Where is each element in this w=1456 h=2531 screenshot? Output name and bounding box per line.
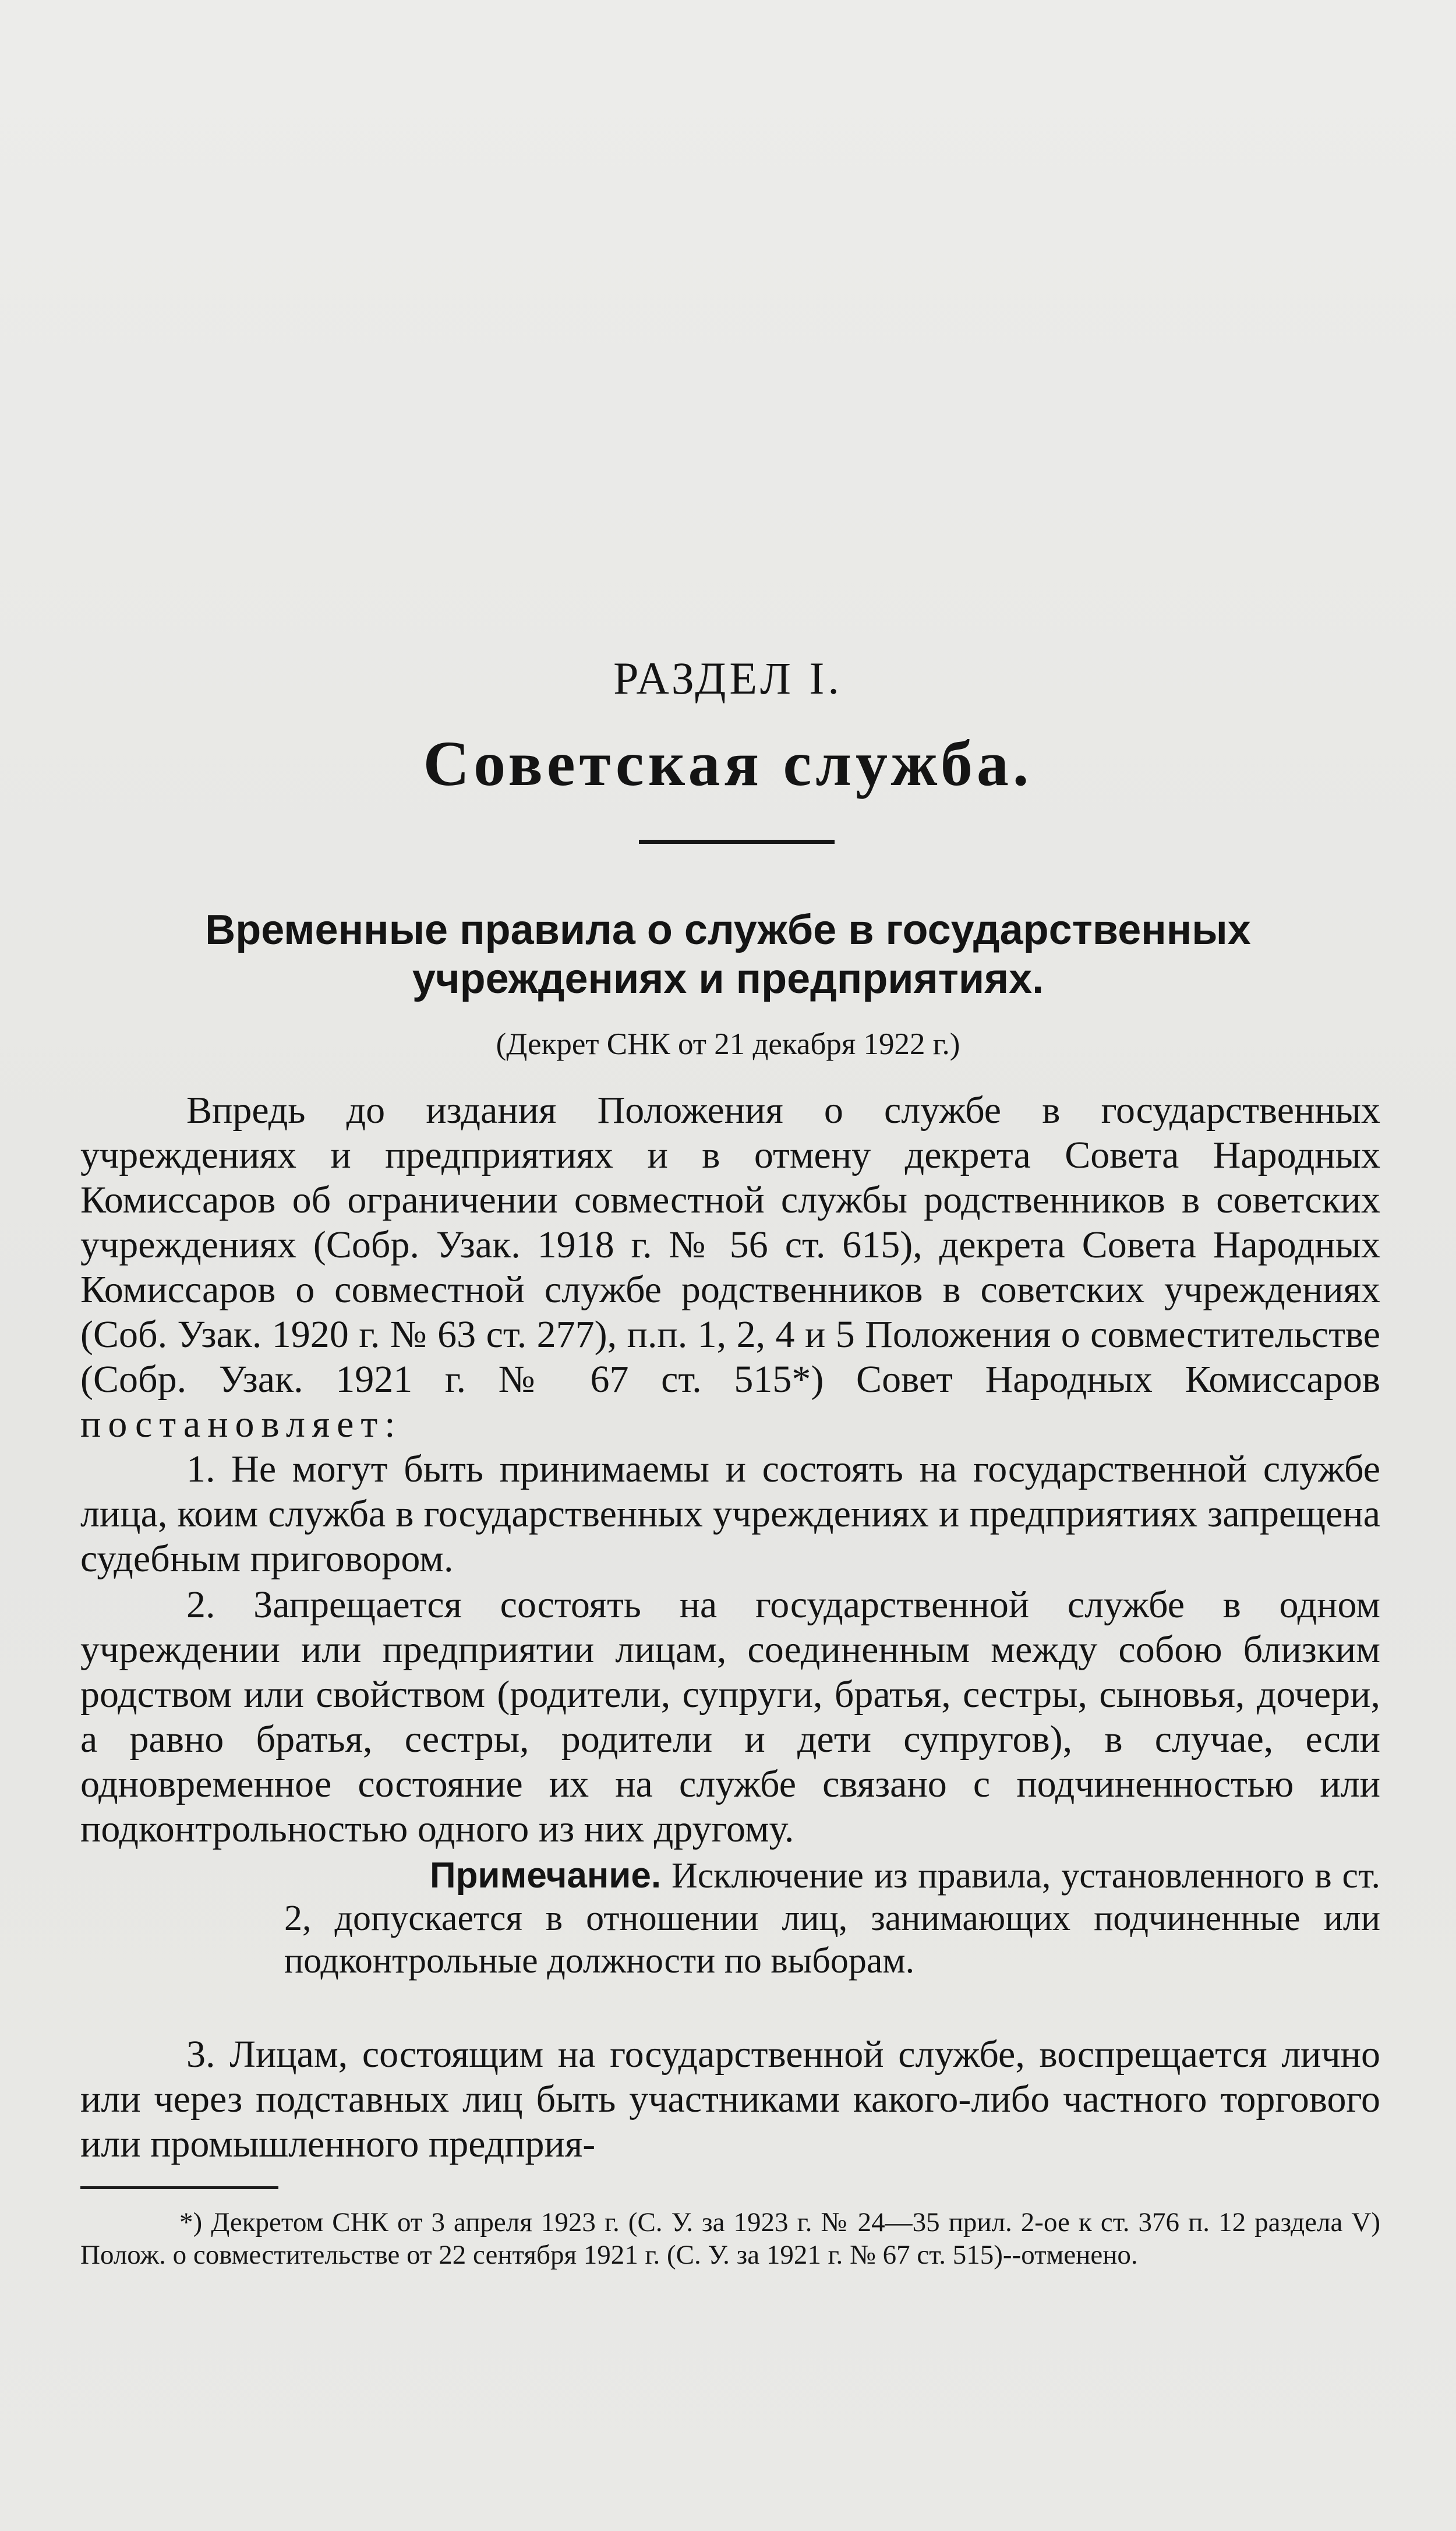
article-1: 1. Не могут быть принимаемы и состоять на государственной службе лица, коим служба в государственных учреждениях и предприятиях запрещена судебным приговором. [80, 1448, 1380, 1580]
section-title: Советская служба. [423, 728, 1033, 799]
section-label: РАЗДЕЛ I. [613, 653, 843, 704]
intro-text: Впредь до издания Положения о службе в государственных учреждениях и предприятиях и в отмену декрета Совета Народных Комиссаров об ограничении совместной службы родственников в советских учреждениях (Собр. Узак. 1918 г. № 56 ст. 615), декрета Совета Народных Комиссаров о совместной службе родственников в советских учреждениях (Соб. Узак. 1920 г. № 63 ст. 277), п.п. 1, 2, 4 и 5 Положения о совместительстве (Собр. Узак. 1921 г. № 67 ст. 515*) Совет Народных Комиссаров [80, 1089, 1380, 1401]
document-heading: Временные правила о службе в государственных учреждениях и предприятиях. [205, 907, 1251, 1002]
intro-paragraph [80, 1088, 1380, 1447]
note-text: Исключение из правила, установленного в ст. 2, допускается в отношении лиц, занимающих подчиненные или подконтрольные должности по выборам. [284, 1856, 1381, 1981]
article-3: 3. Лицам, состоящим на государственной службе, воспрещается лично или через подставных лиц быть участниками какого-либо частного торгового или промышленного предприя- [80, 2033, 1380, 2165]
article-2: 2. Запрещается состоять на государственной службе в одном учреждении или предприятии лицам, соединенным между собою близким родством или свойством (родители, супруги, братья, сестры, сыновья, дочери, а равно братья, сестры, родители и дети супругов), в случае, если одновременное состояние их на службе связано с подчиненностью или подконтрольностью одного из них другому. [80, 1583, 1380, 1850]
footnote: *) Декретом СНК от 3 апреля 1923 г. (С. У. за 1923 г. № 24—35 прил. 2-ое к ст. 376 п. 12 раздела V) Полож. о совместительстве от 22 сентября 1921 г. (С. У. за 1921 г. № 67 ст. 515)--отменено. [80, 2207, 1380, 2270]
note-paragraph [284, 1854, 1380, 1982]
note-label: Примечание. [430, 1855, 662, 1896]
decree-reference: (Декрет СНК от 21 декабря 1922 г.) [496, 1027, 960, 1061]
footnote-divider [80, 2186, 278, 2189]
title-divider [639, 840, 835, 844]
intro-emphasis: постановляет: [80, 1403, 402, 1445]
